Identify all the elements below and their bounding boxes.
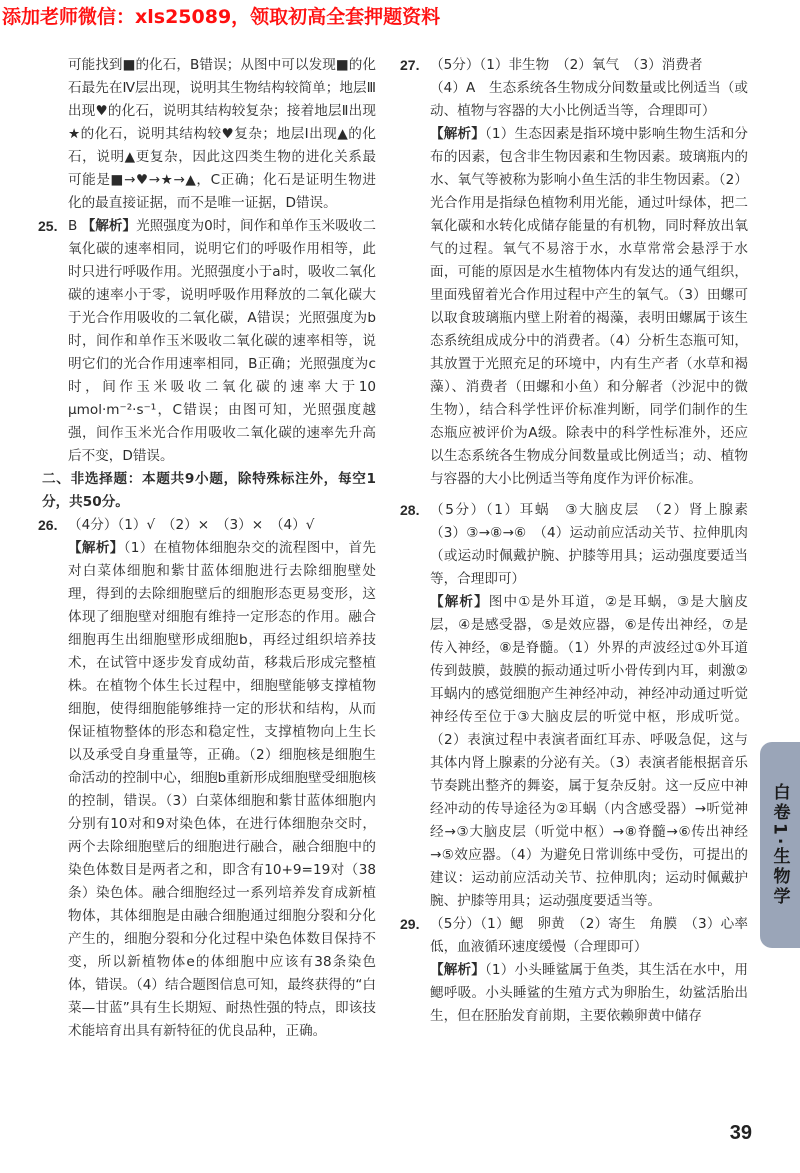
question-26 — [38, 514, 376, 1043]
q25-answer: B — [68, 218, 78, 234]
q27-number: 27. — [400, 57, 420, 73]
section-title: 二、非选择题：本题共9小题，除特殊标注外，每空1分，共50分。 — [42, 471, 376, 510]
q25-analysis-tag: 【解析】 — [81, 218, 137, 234]
q28-number: 28. — [400, 502, 420, 518]
q26-answer: （4分）（1）√ （2）× （3）× （4）√ — [68, 517, 315, 533]
side-tab-label: 白卷1·生物学 — [769, 782, 790, 908]
q29-analysis: （1）小头睡鲨属于鱼类，其生活在水中，用鳃呼吸。小头睡鲨的生殖方式为卵胎生，幼鲨活胎出生，但在胚胎发育前期，主要依赖卵黄中储存 — [430, 962, 748, 1024]
q26-number: 26. — [38, 517, 58, 533]
q28-analysis-tag: 【解析】 — [430, 594, 489, 610]
q29-number: 29. — [400, 916, 420, 932]
question-28 — [400, 499, 762, 913]
volume-side-tab — [760, 742, 800, 948]
q28-analysis: 图中①是外耳道，②是耳蜗，③是大脑皮层，④是感受器，⑤是效应器，⑥是传出神经，⑦是传入神经，⑧是脊髓。（1）外界的声波经过①外耳道传到鼓膜，鼓膜的振动通过听小骨传到内耳，刺激②耳蜗内的感觉细胞产生神经冲动，神经冲动通过听觉神经传至位于③大脑皮层的听觉中枢，形成听觉。（2）表演过程中表演者面红耳赤、呼吸急促，这与其体内肾上腺素的分泌有关。（3）表演者能根据音乐节奏跳出整齐的舞姿，属于复杂反射。这一反应中神经冲动的传导途径为②耳蜗（内含感受器）→听觉神经→③大脑皮层（听觉中枢）→⑧脊髓→⑥传出神经→⑤效应器。（4）为避免日常训练中受伤，可提出的建议：运动前应活动关节、拉伸肌肉；运动时佩戴护腕、护膝等用具；运动强度要适当等。 — [430, 594, 749, 909]
q25-number: 25. — [38, 218, 58, 234]
q26-analysis-tag: 【解析】 — [68, 540, 124, 556]
q29-analysis-tag: 【解析】 — [430, 962, 485, 978]
q24-continuation: 可能找到■的化石，B错误；从图中可以发现■的化石最先在Ⅳ层出现，说明其生物结构较简单；地层Ⅲ出现♥的化石，说明其结构较复杂；接着地层Ⅱ出现★的化石，说明其结构较♥复杂；地层Ⅰ出现▲的化石，说明▲更复杂，因此这四类生物的进化关系最可能是■→♥→★→▲，C正确；化石是证明生物进化的最直接证据，而不是唯一证据，D错误。 — [68, 57, 376, 211]
q26-analysis: （1）在植物体细胞杂交的流程图中，首先对白菜体细胞和紫甘蓝体细胞进行去除细胞壁处理，得到的去除细胞壁后的细胞形态更易变形，这体现了细胞壁对细胞有维持一定形态的作用。融合细胞再生出细胞壁形成细胞b，再经过组织培养技术，在试管中逐步发育成幼苗，移栽后形成完整植株。在植物个体生长过程中，细胞壁能够支撑植物细胞，使得细胞能够维持一定的形状和结构，从而保证植物整体的形态和稳定性，支撑植物向上生长以及承受自身重量等，正确。（2）细胞核是细胞生命活动的控制中心，细胞b重新形成细胞壁受细胞核的控制，错误。（3）白菜体细胞和紫甘蓝体细胞内分别有10对和9对染色体，在进行体细胞杂交时，两个去除细胞壁后的细胞进行融合，融合细胞中的染色体数目是两者之和，即含有10+9=19对（38条）染色体。融合细胞经过一系列培养发育成新植物体，其体细胞是由融合细胞通过细胞分裂和分化产生的，细胞分裂和分化过程中染色体数目保持不变，所以新植物体e的体细胞中应该有38条染色体，错误。（4）结合题图信息可知，最终获得的“白菜—甘蓝”具有生长期短、耐热性强的特点，即该技术能培育出具有新特征的优良品种，正确。 — [68, 540, 376, 1039]
right-column — [400, 54, 762, 1028]
q27-analysis: （1）生态因素是指环境中影响生物生活和分布的因素，包含非生物因素和生物因素。玻璃瓶内的水、氧气等被称为影响小鱼生活的非生物因素。（2）光合作用是指绿色植物利用光能，通过叶绿体，把二氧化碳和水转化成储存能量的有机物，同时释放出氧气的过程。氧气不易溶于水，水草常常会悬浮于水面，可能的原因是水生植物体内有发达的通气组织，里面残留着光合作用过程中产生的氧气。（3）田螺可以取食玻璃瓶内壁上附着的褐藻，表明田螺属于该生态系统组成成分中的消费者。（4）分析生态瓶可知，其放置于光照充足的环境中，内有生产者（水草和褐藻）、消费者（田螺和小鱼）和分解者（沙泥中的微生物），结合科学性评价标准判断，同学们制作的生态瓶应被评价为A级。除表中的科学性标准外，还应以生态系统各生物成分间数量或比例适当；动、植物与容器的大小比例适当等角度作为评价标准。 — [430, 126, 748, 487]
q28-answer: （5分）（1）耳蜗 ③大脑皮层 （2）肾上腺素 （3）③→⑧→⑥ （4）运动前应活动关节、拉伸肌肉（或运动时佩戴护腕、护膝等用具；运动强度要适当等，合理即可） — [430, 502, 762, 587]
question-25 — [38, 215, 376, 468]
q27-analysis-tag: 【解析】 — [430, 126, 485, 142]
q27-answer-4: （4）A 生态系统各生物成分间数量或比例适当（或动、植物与容器的大小比例适当等，合理即可） — [430, 80, 748, 119]
left-column — [38, 54, 376, 1043]
q29-answer: （5分）（1）鳃 卵黄 （2）寄生 角膜 （3）心率低，血液循环速度缓慢（合理即可） — [430, 916, 748, 955]
q25-analysis: 光照强度为0时，间作和单作玉米吸收二氧化碳的速率相同，说明它们的呼吸作用相等，此时只进行呼吸作用。光照强度小于a时，吸收二氧化碳的速率小于零，说明呼吸作用释放的二氧化碳大于光合作用吸收的二氧化碳，A错误；光照强度为b时，间作和单作玉米吸收二氧化碳的速率相等，说明它们的光合作用速率相同，B正确；光照强度为c时，间作玉米吸收二氧化碳的速率大于10 μmol·m⁻²·s⁻¹，C错误；由图可知，光照强度越强，间作玉米光合作用吸收二氧化碳的速率先升高后不变，D错误。 — [68, 218, 377, 464]
q27-answer: （5分）（1）非生物 （2）氧气 （3）消费者 — [430, 57, 703, 73]
question-29 — [400, 913, 748, 1028]
question-27 — [400, 54, 748, 491]
page-number: 39 — [729, 1122, 752, 1144]
promo-banner: 添加老师微信：xls25089，领取初高全套押题资料 — [2, 6, 441, 28]
